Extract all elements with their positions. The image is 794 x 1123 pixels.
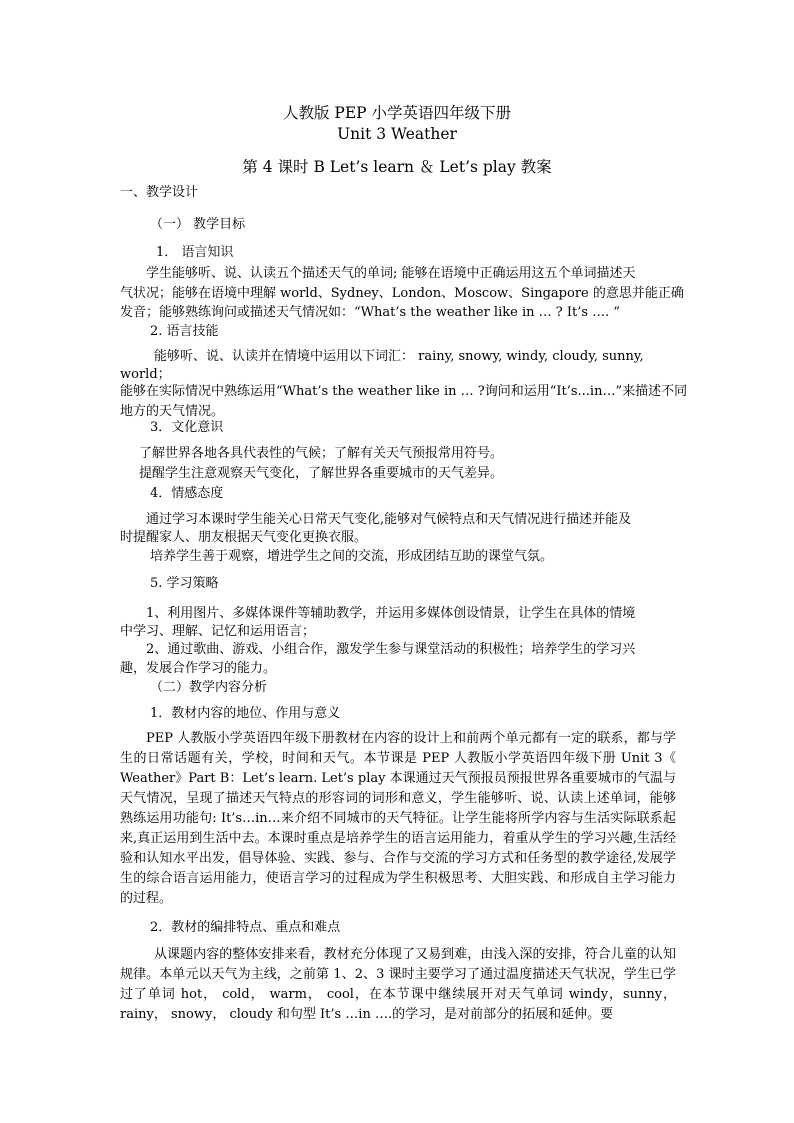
- heading-content-position: 1．教材内容的地位、作用与意义: [150, 706, 341, 721]
- heading-language-knowledge: 1． 语言知识: [156, 245, 234, 260]
- paragraph-line: 地方的天气情况。: [120, 404, 225, 419]
- document-title-line2: Unit 3 Weather: [337, 125, 457, 143]
- paragraph-line: 能够在实际情况中熟练运用“What’s the weather like in … ?询问和运用“It’s...in…”来描述不同: [120, 384, 688, 399]
- paragraph-line: 能够听、说、认读并在情境中运用以下词汇： rainy, snowy, windy, cloudy, sunny,: [154, 349, 644, 364]
- paragraph-line: 了解世界各地各具代表性的气候；了解有关天气预报常用符号。: [139, 446, 504, 461]
- paragraph-line: 学生能够听、说、认读五个描述天气的单词; 能够在语境中正确运用这五个单词描述天: [146, 266, 636, 281]
- paragraph-line: 培养学生善于观察，增进学生之间的交流，形成团结互助的课堂气氛。: [150, 549, 554, 564]
- subsection-heading-content-analysis: （二）教学内容分析: [150, 680, 268, 695]
- paragraph-line: 1、利用图片、多媒体课件等辅助教学，并运用多媒体创设情景，让学生在具体的情境: [146, 606, 636, 621]
- subsection-heading-objectives: （一） 教学目标: [150, 217, 246, 232]
- paragraph-line: 时提醒家人、朋友根据天气变化更换衣服。: [120, 530, 368, 545]
- heading-strategy: 5. 学习策略: [150, 576, 219, 591]
- paragraph-line: 中学习、理解、记忆和运用语言；: [120, 624, 316, 639]
- paragraph-line: 发音；能够熟练询问或描述天气情况如：“What’s the weather like in … ? It’s …. ”: [120, 305, 621, 320]
- paragraph-line: 2、通过歌曲、游戏、小组合作，激发学生参与课堂活动的积极性；培养学生的学习兴: [146, 642, 636, 657]
- paragraph-features: 从课题内容的整体安排来看，教材充分体现了又易到难，由浅入深的安排，符合儿童的认知规律。本单元以天气为主线，之前第 1、2、3 课时主要学习了通过温度描述天气状况，学生已学过了单词 hot， cold， warm， cool，在本节课中继续展开对天气单词 windy，sunny， rainy， snowy， cloudy 和句型 It’s …in ….的学习，是对前部分的拓展和延伸。要: [120, 947, 676, 1022]
- paragraph-content-analysis: PEP 人教版小学英语四年级下册教材在内容的设计上和前两个单元都有一定的联系，都与学生的日常话题有关，学校，时间和天气。本节课是 PEP 人教版小学英语四年级下册 Unit 3《 Weather》Part B：Let’s learn. Let’s play 本课通过天气预报员预报世界各重要城市的气温与天气情况，呈现了描述天气特点的形容词的词形和意义，学生能够听、说、认读上述单词，能够熟练运用功能句: It’s…in…来介绍不同城市的天气特征。让学生能将所学内容与生活实际联系起来,真正运用到生活中去。本课时重点是培养学生的语言运用能力，着重从学生的学习兴趣,生活经验和认知水平出发，倡导体验、实践、参与、合作与交流的学习方式和任务型的教学途径,发展学生的综合语言运用能力，使语言学习的过程成为学生积极思考、大胆实践、和形成自主学习能力的过程。: [120, 731, 676, 906]
- document-title-line1: 人教版 PEP 小学英语四年级下册: [282, 104, 512, 122]
- heading-culture: 3．文化意识: [150, 420, 224, 435]
- paragraph-line: world；: [120, 367, 171, 382]
- heading-language-skill: 2. 语言技能: [150, 324, 219, 339]
- heading-features: 2．教材的编排特点、重点和难点: [150, 920, 341, 935]
- paragraph-line: 气状况；能够在语境中理解 world、Sydney、London、Moscow、Singapore 的意思并能正确: [120, 286, 684, 301]
- paragraph-line: 提醒学生注意观察天气变化，了解世界各重要城市的天气差异。: [139, 466, 504, 481]
- heading-attitude: 4．情感态度: [150, 486, 224, 501]
- paragraph-line: 通过学习本课时学生能关心日常天气变化,能够对气候特点和天气情况进行描述并能及: [146, 512, 632, 527]
- document-title-line3: 第 4 课时 B Let’s learn ＆ Let’s play 教案: [242, 158, 552, 176]
- section-heading-design: 一、教学设计: [120, 185, 199, 200]
- paragraph-line: 趣，发展合作学习的能力。: [120, 661, 277, 676]
